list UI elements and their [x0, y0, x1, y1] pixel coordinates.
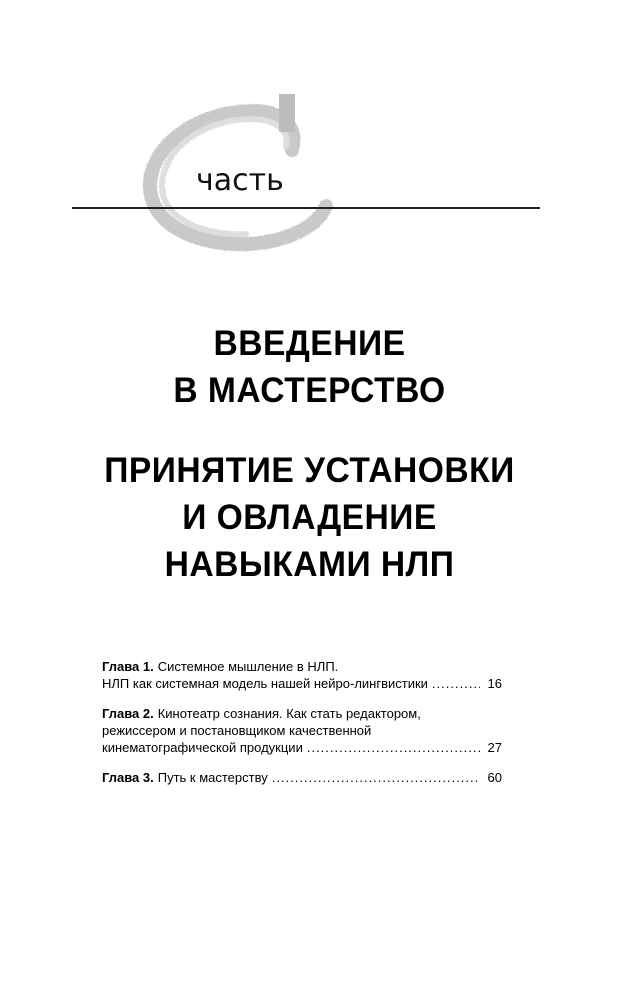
toc-entry[interactable] — [102, 658, 502, 692]
toc-chapter-label: Глава 3. — [102, 770, 154, 785]
toc-line — [102, 739, 502, 756]
part-emblem — [0, 0, 619, 260]
intro-title-line: В МАСТЕРСТВО — [173, 371, 446, 410]
main-title-line: И ОВЛАДЕНИЕ — [182, 498, 437, 537]
intro-title — [12, 320, 606, 414]
toc-page-number: 60 — [487, 770, 502, 785]
part-label: часть — [196, 163, 284, 198]
toc-line — [102, 658, 502, 675]
table-of-contents — [102, 658, 502, 799]
toc-page-number: 16 — [487, 676, 502, 691]
toc-entry[interactable] — [102, 769, 502, 786]
toc-chapter-label: Глава 1. — [102, 659, 154, 674]
toc-line — [102, 705, 502, 722]
toc-entry-title: режиссером и постановщиком качественной — [102, 723, 372, 738]
toc-entry[interactable] — [102, 705, 502, 756]
toc-entry-title: Путь к мастерству — [157, 770, 268, 785]
toc-entry-title: Кинотеатр сознания. Как стать редактором, — [157, 706, 421, 721]
toc-chapter-label: Глава 2. — [102, 706, 154, 721]
toc-entry-title: Системное мышление в НЛП. — [157, 659, 339, 674]
toc-page-number: 27 — [487, 740, 502, 755]
intro-title-line: ВВЕДЕНИЕ — [213, 324, 406, 363]
toc-line — [102, 769, 502, 786]
toc-entry-title: НЛП как системная модель нашей нейро-лингвистики — [102, 676, 428, 691]
swoosh-decoration — [0, 0, 619, 260]
main-title — [12, 447, 606, 588]
main-title-line: НАВЫКАМИ НЛП — [164, 545, 455, 584]
toc-line — [102, 675, 502, 692]
toc-leader-dots — [272, 769, 480, 786]
toc-line — [102, 722, 502, 739]
header-rule — [72, 207, 540, 209]
toc-leader-dots — [307, 739, 480, 756]
main-title-line: ПРИНЯТИЕ УСТАНОВКИ — [104, 451, 515, 490]
part-number-mark — [279, 94, 295, 132]
toc-entry-title: кинематографической продукции — [102, 740, 303, 755]
toc-leader-dots — [432, 675, 480, 692]
